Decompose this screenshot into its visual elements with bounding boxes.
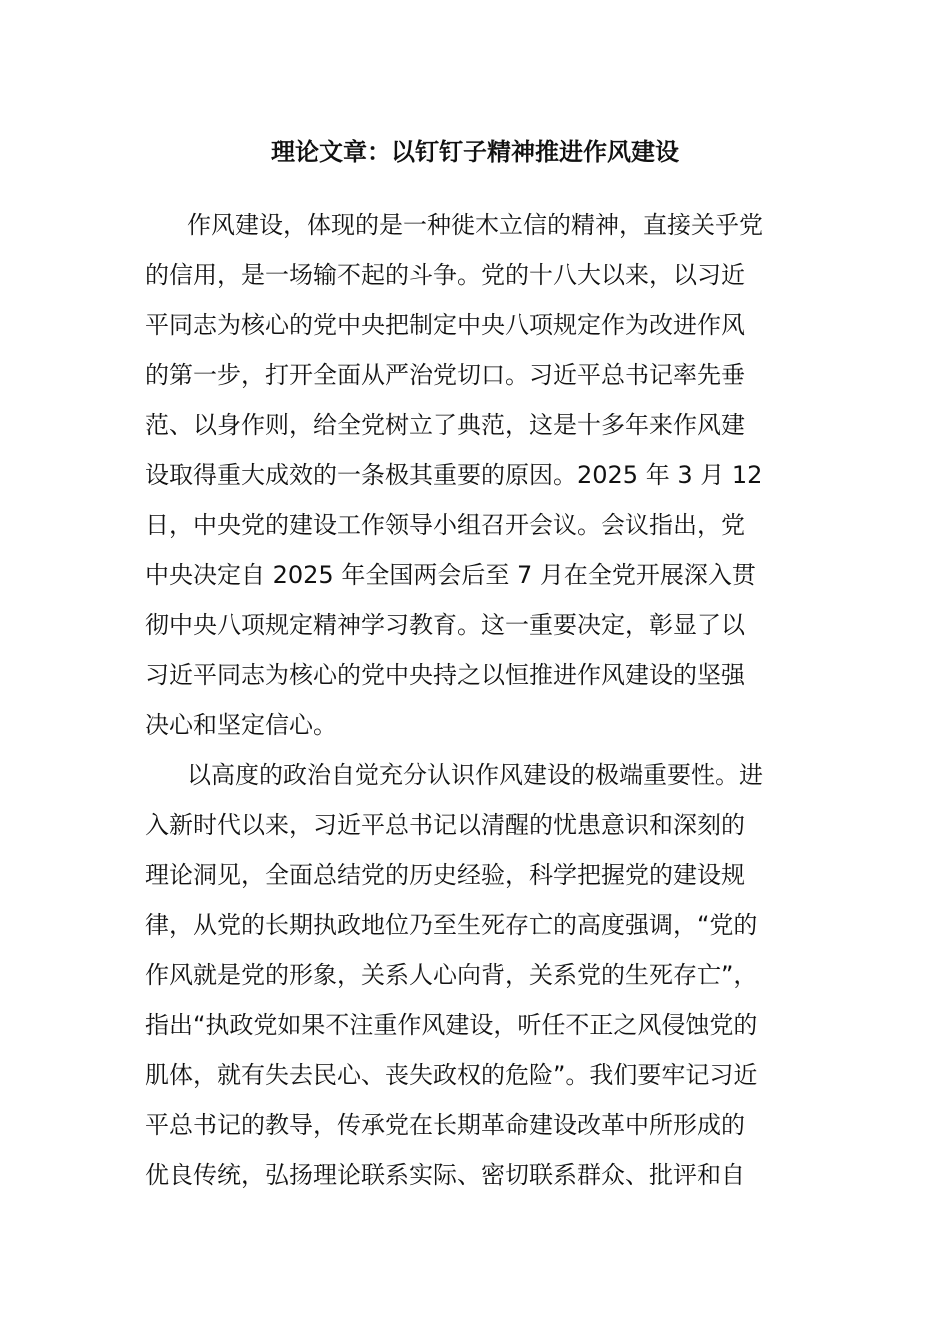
paragraph-line: 决心和坚定信心。: [145, 711, 337, 739]
paragraph-line: 指出“执政党如果不注重作风建设，听任不正之风侵蚀党的: [145, 1011, 758, 1039]
paragraph-line: 平总书记的教导，传承党在长期革命建设改革中所形成的: [145, 1111, 745, 1139]
paragraph-line: 优良传统，弘扬理论联系实际、密切联系群众、批评和自: [145, 1161, 745, 1189]
paragraph-line: 日，中央党的建设工作领导小组召开会议。会议指出，党: [145, 511, 745, 539]
paragraph-line: 的第一步，打开全面从严治党切口。习近平总书记率先垂: [145, 361, 745, 389]
paragraph-line: 平同志为核心的党中央把制定中央八项规定作为改进作风: [145, 311, 745, 339]
paragraph-line: 作风就是党的形象，关系人心向背，关系党的生死存亡”，: [145, 961, 758, 989]
paragraph-line: 律，从党的长期执政地位乃至生死存亡的高度强调，“党的: [145, 911, 758, 939]
paragraph-line: 彻中央八项规定精神学习教育。这一重要决定，彰显了以: [145, 611, 745, 639]
paragraph-line: 理论洞见，全面总结党的历史经验，科学把握党的建设规: [145, 861, 745, 889]
paragraph-line: 以高度的政治自觉充分认识作风建设的极端重要性。进: [187, 761, 763, 789]
paragraph-line: 范、以身作则，给全党树立了典范，这是十多年来作风建: [145, 411, 745, 439]
paragraph-line: 中央决定自 2025 年全国两会后至 7 月在全党开展深入贯: [145, 561, 756, 589]
document-title: 理论文章：以钉钉子精神推进作风建设: [271, 138, 679, 166]
paragraph-1: [145, 200, 805, 750]
paragraph-line: 的信用，是一场输不起的斗争。党的十八大以来，以习近: [145, 261, 745, 289]
document-body: [145, 200, 805, 1200]
paragraph-line: 入新时代以来，习近平总书记以清醒的忧患意识和深刻的: [145, 811, 745, 839]
paragraph-2: [145, 750, 805, 1200]
paragraph-line: 肌体，就有失去民心、丧失政权的危险”。我们要牢记习近: [145, 1061, 758, 1089]
paragraph-line: 习近平同志为核心的党中央持之以恒推进作风建设的坚强: [145, 661, 745, 689]
paragraph-line: 设取得重大成效的一条极其重要的原因。2025 年 3 月 12: [145, 461, 763, 489]
paragraph-line: 作风建设，体现的是一种徙木立信的精神，直接关乎党: [187, 211, 763, 239]
